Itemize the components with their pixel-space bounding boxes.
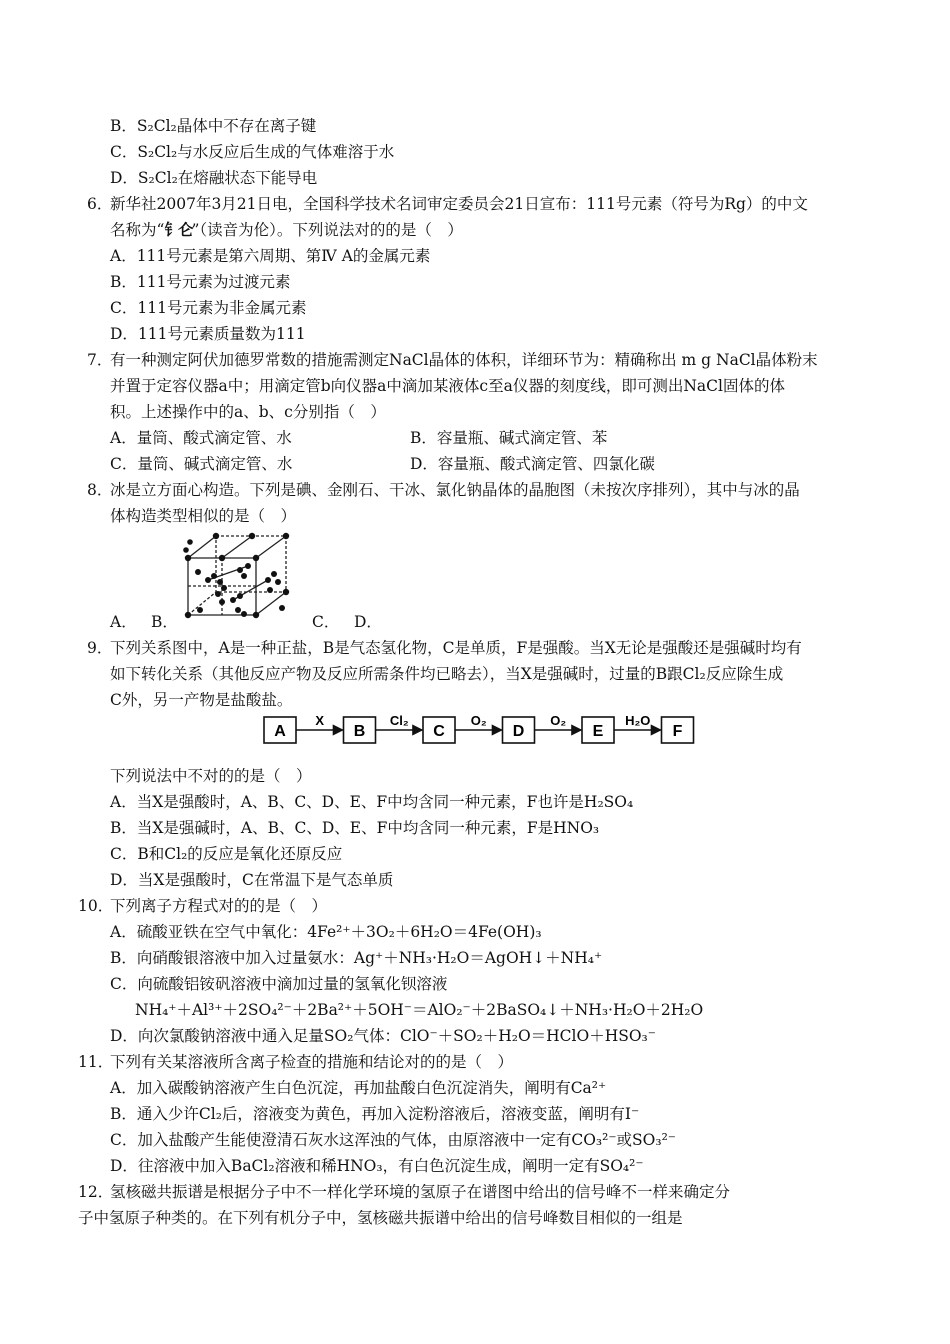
q6-stem-part-a: 名称为“ bbox=[110, 221, 165, 239]
q6-number: 6． bbox=[87, 195, 113, 213]
q9-option-b: B．当X是强碱时，A、B、C、D、E、F中均含同一种元素，F是HNO₃ bbox=[110, 819, 600, 837]
q7-option-a: A．量筒、酸式滴定管、水 bbox=[110, 429, 292, 447]
q7-number: 7． bbox=[87, 351, 113, 369]
q11-option-b: B．通入少许Cl₂后，溶液变为黄色，再加入淀粉溶液后，溶液变蓝，阐明有I⁻ bbox=[110, 1105, 640, 1123]
q9-option-a: A．当X是强酸时，A、B、C、D、E、F中均含同一种元素，F也许是H₂SO₄ bbox=[110, 793, 634, 811]
flow-arrow-label: Cl₂ bbox=[389, 713, 409, 728]
q8-option-d: D． bbox=[354, 613, 382, 631]
q9-stem-line2: 如下转化关系（其他反应产物及反应所需条件均已略去），当X是强碱时，过量的B跟Cl₂反应除生成 bbox=[110, 665, 784, 683]
q7-stem-line1 bbox=[87, 350, 818, 370]
flow-arrow-label: O₂ bbox=[550, 713, 567, 728]
q10-stem-text: 下列离子方程式对的的是（ ） bbox=[110, 897, 328, 915]
flow-box-label: F bbox=[672, 723, 683, 740]
flow-arrow-label: X bbox=[315, 713, 325, 728]
flow-box-label: E bbox=[592, 723, 604, 740]
q9-stem-line1 bbox=[87, 638, 802, 658]
q6-stem-part-b: ”（读音为伦）。下列说法对的的是（ ） bbox=[191, 221, 463, 239]
q8-number: 8． bbox=[87, 481, 113, 499]
flow-box-label: C bbox=[433, 723, 445, 740]
q7-stem-text: 有一种测定阿伏加德罗常数的措施需测定NaCl晶体的体积，详细环节为：精确称出 m g NaCl晶体粉末 bbox=[110, 351, 818, 369]
q6-stem-text: 新华社2007年3月21日电，全国科学技术名词审定委员会21日宣布：111号元素（符号为Rg）的中文 bbox=[110, 195, 808, 213]
crystal-cell-diagram bbox=[178, 530, 294, 620]
q9-stem-text: 下列关系图中，A是一种正盐，B是气态氢化物，C是单质，F是强酸。当X无论是强酸还是强碱时均有 bbox=[110, 639, 802, 657]
q11-option-a: A．加入碳酸钠溶液产生白色沉淀，再加盐酸白色沉淀消失，阐明有Ca²⁺ bbox=[110, 1079, 607, 1097]
q9-stem-line3: C外，另一产物是盐酸盐。 bbox=[110, 691, 293, 709]
q7-option-d: D．容量瓶、酸式滴定管、四氯化碳 bbox=[410, 455, 655, 473]
q5-option-d: D．S₂Cl₂在熔融状态下能导电 bbox=[110, 169, 318, 187]
flow-arrow-label: O₂ bbox=[470, 713, 487, 728]
q5-option-c: C．S₂Cl₂与水反应后生成的气体难溶于水 bbox=[110, 143, 395, 161]
q9-question: 下列说法中不对的的是（ ） bbox=[110, 767, 312, 785]
q7-stem-line3: 积。上述操作中的a、b、c分别指（ ） bbox=[110, 403, 386, 421]
q6-option-a: A．111号元素是第六周期、第Ⅳ A的金属元素 bbox=[110, 247, 431, 265]
q9-number: 9． bbox=[87, 639, 113, 657]
flow-box-label: B bbox=[353, 723, 366, 740]
flow-box-label: D bbox=[512, 723, 525, 740]
q10-option-d: D．向次氯酸钠溶液中通入足量SO₂气体：ClO⁻＋SO₂＋H₂O＝HClO＋HSO₃⁻ bbox=[110, 1027, 656, 1045]
q10-option-c: C．向硫酸铝铵矾溶液中滴加过量的氢氧化钡溶液 bbox=[110, 975, 448, 993]
q6-stem-line2 bbox=[110, 220, 463, 240]
q10-number: 10． bbox=[78, 897, 114, 915]
q5-option-b: B．S₂Cl₂晶体中不存在离子键 bbox=[110, 117, 317, 135]
q6-option-d: D．111号元素质量数为111 bbox=[110, 325, 306, 343]
q10-stem bbox=[78, 896, 327, 916]
q12-stem-text: 氢核磁共振谱是根据分子中不一样化学环境的氢原子在谱图中给出的信号峰不一样来确定分 bbox=[110, 1183, 731, 1201]
q7-option-c: C．量筒、碱式滴定管、水 bbox=[110, 455, 293, 473]
conversion-flow-diagram bbox=[262, 710, 698, 750]
flow-box-label: A bbox=[274, 723, 286, 740]
q11-stem-text: 下列有关某溶液所含离子检查的措施和结论对的的是（ ） bbox=[110, 1053, 514, 1071]
q11-option-c: C．加入盐酸产生能使澄清石灰水这浑浊的气体，由原溶液中一定有CO₃²⁻或SO₃²⁻ bbox=[110, 1131, 676, 1149]
q12-stem-line2: 子中氢原子种类的。在下列有机分子中，氢核磁共振谱中给出的信号峰数目相似的一组是 bbox=[78, 1209, 683, 1227]
q11-number: 11． bbox=[78, 1053, 114, 1071]
q8-stem-text: 冰是立方面心构造。下列是碘、金刚石、干冰、氯化钠晶体的晶胞图（未按次序排列），其中与冰的晶 bbox=[110, 481, 800, 499]
q11-stem bbox=[78, 1052, 513, 1072]
q6-stem-line1 bbox=[87, 194, 808, 214]
flow-arrow-label: H₂O bbox=[625, 713, 651, 728]
q8-stem-line2: 体构造类型相似的是（ ） bbox=[110, 507, 297, 525]
q8-option-c: C． bbox=[312, 613, 340, 631]
q6-option-c: C．111号元素为非金属元素 bbox=[110, 299, 307, 317]
q10-option-b: B．向硝酸银溶液中加入过量氨水：Ag⁺＋NH₃·H₂O＝AgOH↓＋NH₄⁺ bbox=[110, 949, 603, 967]
q8-stem-line1 bbox=[87, 480, 800, 500]
q12-stem-line1 bbox=[78, 1182, 730, 1202]
q8-option-b: B． bbox=[151, 613, 178, 631]
element-rg-character: 钅仑 bbox=[164, 220, 192, 239]
q6-option-b: B．111号元素为过渡元素 bbox=[110, 273, 291, 291]
q11-option-d: D．往溶液中加入BaCl₂溶液和稀HNO₃，有白色沉淀生成，阐明一定有SO₄²⁻ bbox=[110, 1157, 644, 1175]
q7-option-b: B．容量瓶、碱式滴定管、苯 bbox=[410, 429, 608, 447]
q9-option-d: D．当X是强酸时，C在常温下是气态单质 bbox=[110, 871, 394, 889]
q10-option-c-equation: NH₄⁺＋Al³⁺＋2SO₄²⁻＋2Ba²⁺＋5OH⁻＝AlO₂⁻＋2BaSO₄↓＋NH₃·H₂O＋2H₂O bbox=[135, 1001, 704, 1019]
q7-stem-line2: 并置于定容仪器a中；用滴定管b向仪器a中滴加某液体c至a仪器的刻度线，即可测出NaCl固体的体 bbox=[110, 377, 785, 395]
q8-option-a: A． bbox=[110, 613, 137, 631]
q10-option-a: A．硫酸亚铁在空气中氧化：4Fe²⁺＋3O₂＋6H₂O＝4Fe(OH)₃ bbox=[110, 923, 542, 941]
q9-option-c: C．B和Cl₂的反应是氧化还原反应 bbox=[110, 845, 343, 863]
q12-number: 12． bbox=[78, 1183, 114, 1201]
